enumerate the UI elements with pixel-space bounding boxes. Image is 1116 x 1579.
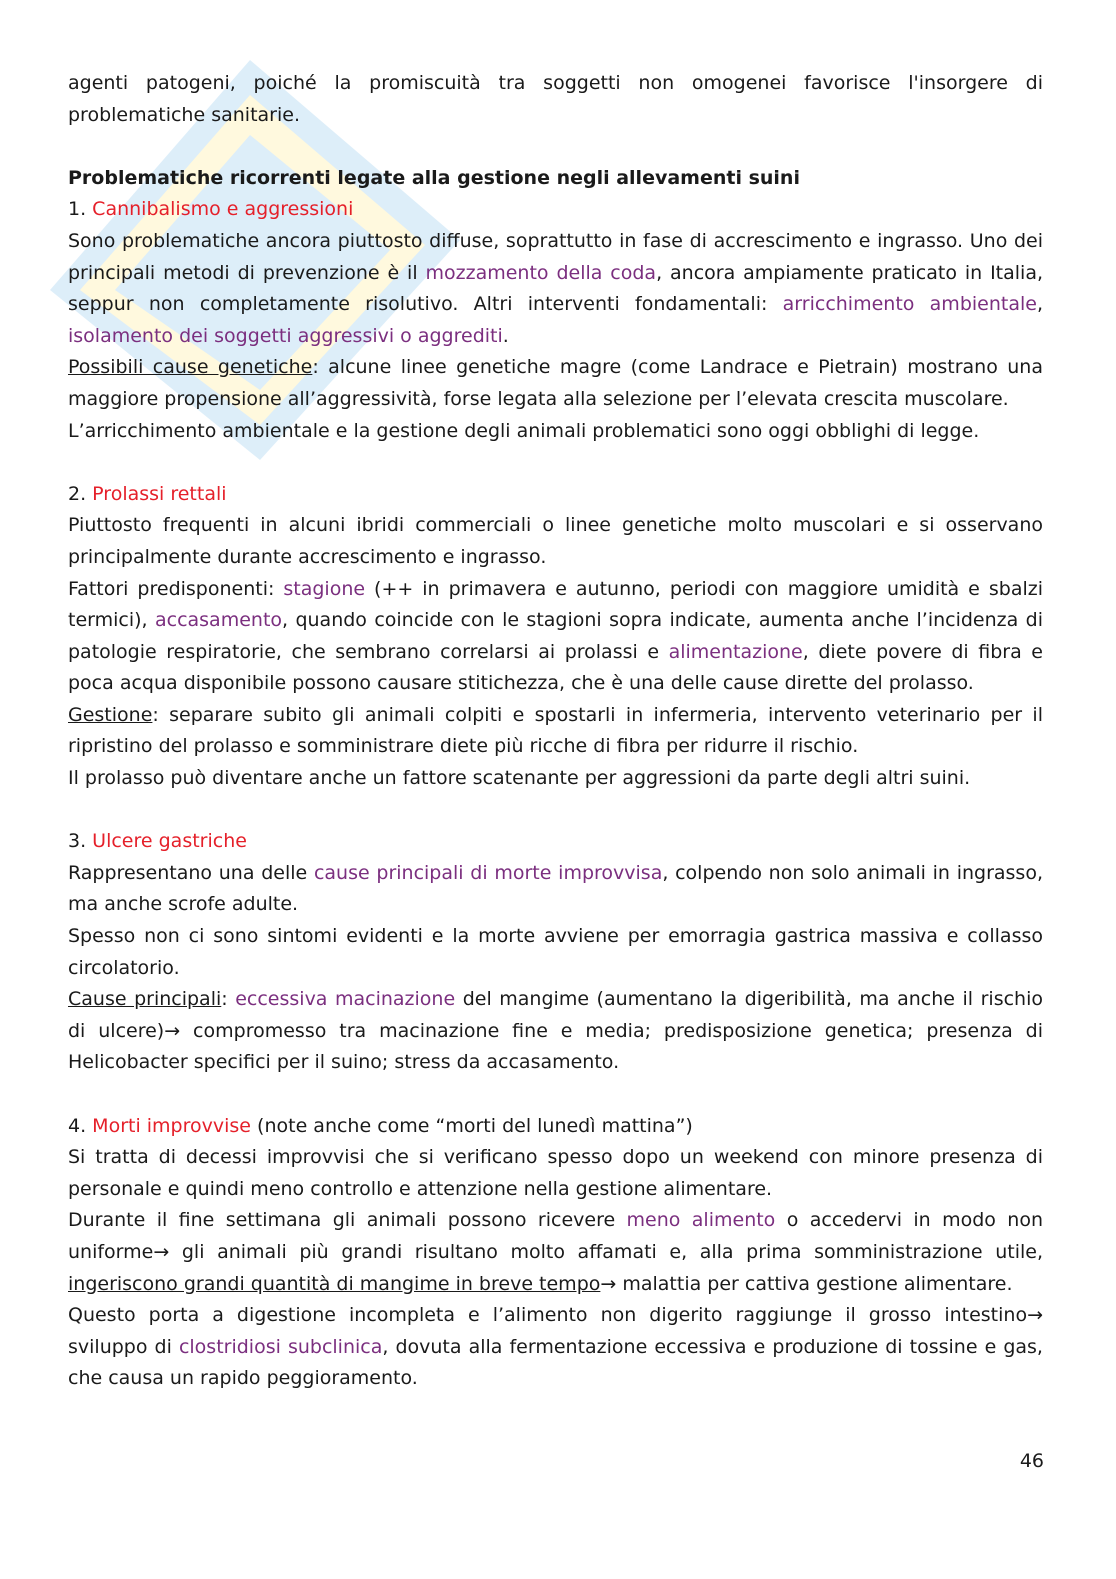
section-1-paragraph-2: Possibili cause genetiche: alcune linee genetiche magre (come Landrace e Pietrain) mostrano una maggiore propensione all’aggressività, forse legata alla selezione per l’elevata crescita muscolare. [68, 356, 1043, 410]
section-4-paragraph-2: Durante il fine settimana gli animali possono ricevere meno alimento o accedervi in modo non uniforme→ gli animali più grandi risultano molto affamati e, alla prima somministrazione utile, ingeriscono grandi quantità di mangime in breve tempo→ malattia per cattiva gestione alimentare. [68, 1209, 1044, 1295]
page-content [68, 68, 1043, 1395]
section-3-paragraph-1: Rappresentano una delle cause principali di morte improvvisa, colpendo non solo animali in ingrasso, ma anche scrofe adulte. [68, 861, 1043, 916]
section-4-paragraph-3: Questo porta a digestione incompleta e l’alimento non digerito raggiunge il grosso intestino→ sviluppo di clostridiosi subclinica, dovuta alla fermentazione eccessiva e produzione di tossine e gas, che causa un rapido peggioramento. [68, 1304, 1043, 1390]
section-2-paragraph-4: Il prolasso può diventare anche un fattore scatenante per aggressioni da parte degli altri suini. [68, 767, 971, 790]
section-4-title: 4. Morti improvvise (note anche come “morti del lunedì mattina”) [68, 1114, 693, 1137]
section-3-title: 3. Ulcere gastriche [68, 830, 247, 853]
intro-paragraph: agenti patogeni, poiché la promiscuità tra soggetti non omogenei favorisce l'insorgere di problematiche sanitarie. [68, 72, 1043, 126]
section-2-paragraph-3: Gestione: separare subito gli animali colpiti e spostarli in infermeria, intervento veterinario per il ripristino del prolasso e somministrare diete più ricche di fibra per ridurre il rischio. [68, 703, 1043, 758]
section-4-paragraph-1: Si tratta di decessi improvvisi che si verificano spesso dopo un weekend con minore presenza di personale e quindi meno controllo e attenzione nella gestione alimentare. [68, 1146, 1043, 1200]
section-1-paragraph-3: L’arricchimento ambientale e la gestione degli animali problematici sono oggi obblighi di legge. [68, 419, 980, 442]
section-heading: Problematiche ricorrenti legate alla gestione negli allevamenti suini [68, 166, 800, 189]
section-2-paragraph-1: Piuttosto frequenti in alcuni ibridi commerciali o linee genetiche molto muscolari e si osservano principalmente durante accrescimento e ingrasso. [68, 514, 1043, 568]
page-number: 46 [1019, 1450, 1044, 1472]
section-2-paragraph-2: Fattori predisponenti: stagione (++ in primavera e autunno, periodi con maggiore umidità e sbalzi termici), accasamento, quando coincide con le stagioni sopra indicate, aumenta anche l’incidenza di patologie respiratorie, che sembrano correlarsi ai prolassi e alimentazione, diete povere di fibra e poca acqua disponibile possono causare stitichezza, che è una delle cause dirette del prolasso. [68, 577, 1044, 695]
section-1-paragraph-1: Sono problematiche ancora piuttosto diffuse, soprattutto in fase di accrescimento e ingrasso. Uno dei principali metodi di prevenzione è il mozzamento della coda, ancora ampiamente praticato in Italia, seppur non completamente risolutivo. Altri interventi fondamentali: arricchimento ambientale, isolamento dei soggetti aggressivi o aggrediti. [68, 229, 1044, 347]
section-2-title: 2. Prolassi rettali [68, 482, 227, 505]
section-3-paragraph-2: Spesso non ci sono sintomi evidenti e la morte avviene per emorragia gastrica massiva e collasso circolatorio. [68, 925, 1043, 979]
section-3-paragraph-3: Cause principali: eccessiva macinazione del mangime (aumentano la digeribilità, ma anche il rischio di ulcere)→ compromesso tra macinazione fine e media; predisposizione genetica; presenza di Helicobacter specifici per il suino; stress da accasamento. [68, 988, 1043, 1074]
section-1-title: 1. Cannibalismo e aggressioni [68, 198, 354, 221]
